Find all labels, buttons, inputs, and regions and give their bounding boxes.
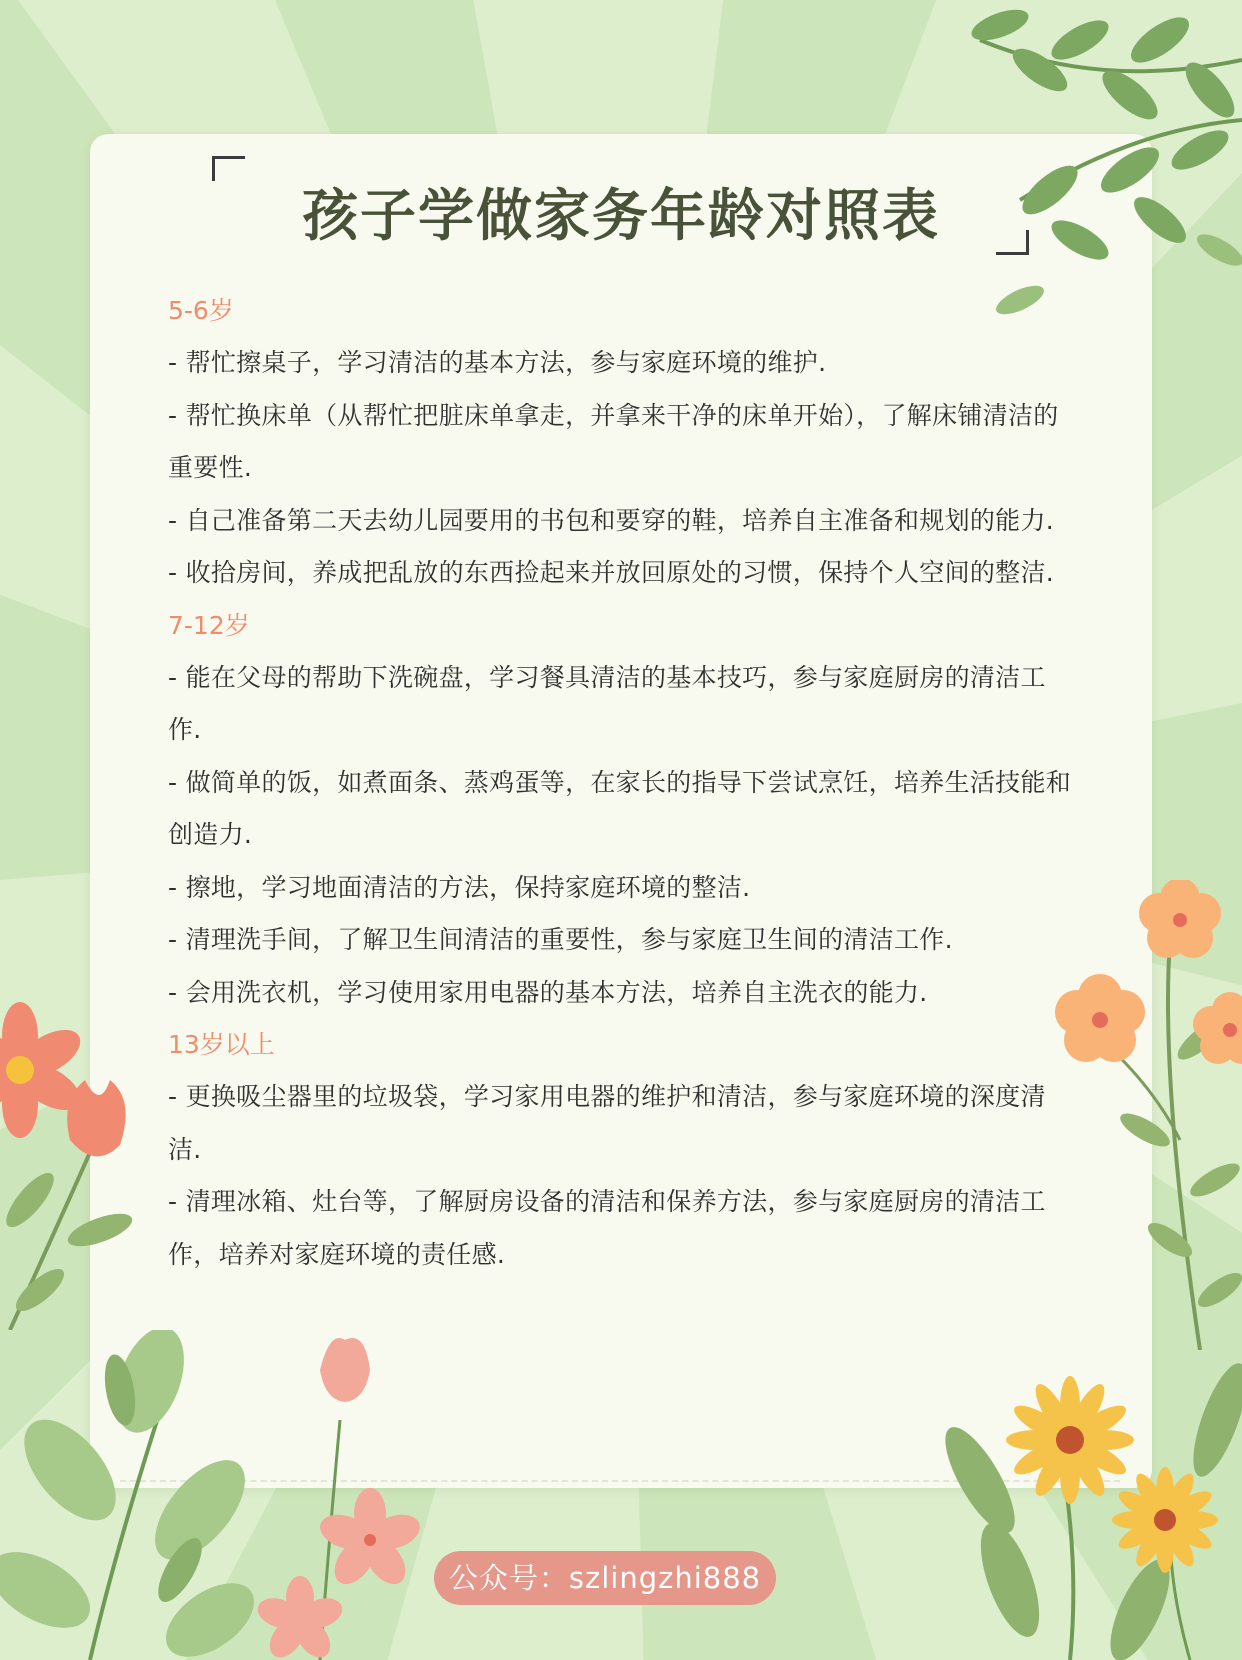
- section-5-6: [168, 285, 1076, 600]
- list-item: - 擦地，学习地面清洁的方法，保持家庭环境的整洁.: [168, 872, 751, 902]
- section-heading: 5-6岁: [168, 296, 234, 325]
- list-item: - 做简单的饭，如煮面条、蒸鸡蛋等，在家长的指导下尝试烹饪，培养生活技能和创造力.: [168, 767, 1072, 849]
- list-item: - 清理洗手间，了解卫生间清洁的重要性，参与家庭卫生间的清洁工作.: [168, 925, 953, 954]
- card-divider: [120, 1480, 1120, 1482]
- list-item: - 更换吸尘器里的垃圾袋，学习家用电器的维护和清洁，参与家庭环境的深度清洁.: [168, 1082, 1046, 1164]
- section-heading: 13岁以上: [168, 1030, 275, 1059]
- list-item: - 自己准备第二天去幼儿园要用的书包和要穿的鞋，培养自主准备和规划的能力.: [168, 505, 1055, 535]
- section-7-12: [168, 600, 1076, 1020]
- section-13-plus: [168, 1019, 1076, 1281]
- page-title: 孩子学做家务年龄对照表: [302, 184, 940, 249]
- section-heading: 7-12岁: [168, 610, 250, 640]
- list-item: - 收拾房间，养成把乱放的东西捡起来并放回原处的习惯，保持个人空间的整洁.: [168, 558, 1055, 587]
- content-body: [168, 285, 1076, 1281]
- list-item: - 帮忙换床单（从帮忙把脏床单拿走，并拿来干净的床单开始），了解床铺清洁的重要性.: [168, 400, 1059, 482]
- footer-account-text: 公众号：szlingzhi888: [448, 1561, 762, 1595]
- list-item: - 清理冰箱、灶台等，了解厨房设备的清洁和保养方法，参与家庭厨房的清洁工作，培养对家庭环境的责任感.: [168, 1187, 1046, 1269]
- list-item: - 能在父母的帮助下洗碗盘，学习餐具清洁的基本技巧，参与家庭厨房的清洁工作.: [168, 662, 1046, 744]
- list-item: - 会用洗衣机，学习使用家用电器的基本方法，培养自主洗衣的能力.: [168, 977, 928, 1007]
- list-item: - 帮忙擦桌子，学习清洁的基本方法，参与家庭环境的维护.: [168, 348, 827, 377]
